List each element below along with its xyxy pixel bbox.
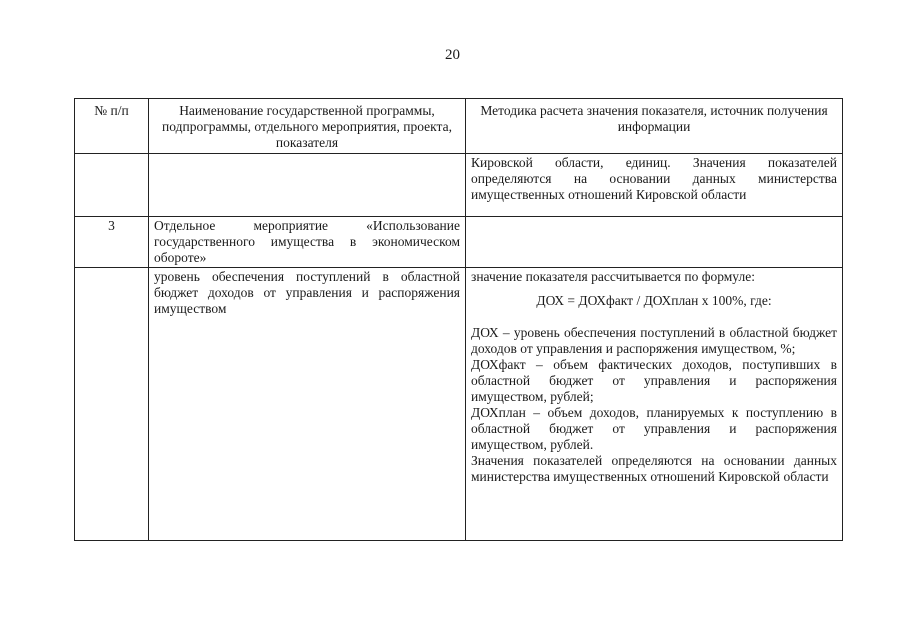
row-number-cell bbox=[75, 154, 149, 217]
indicator-table bbox=[74, 98, 843, 541]
table-row bbox=[75, 268, 843, 541]
row-number-cell bbox=[75, 268, 149, 541]
definition-dox-plan: ДОХплан – объем доходов, планируемых к поступлению в областной бюджет от управления и распоряжения имуществом, рублей. bbox=[471, 405, 837, 452]
data-source-note: Значения показателей определяются на основании данных министерства имущественных отношений Кировской области bbox=[471, 453, 837, 484]
row-number-cell: 3 bbox=[75, 217, 149, 268]
definition-dox: ДОХ – уровень обеспечения поступлений в областной бюджет доходов от управления и распоряжения имуществом, %; bbox=[471, 325, 837, 356]
table-row bbox=[75, 154, 843, 217]
header-method: Методика расчета значения показателя, источник получения информации bbox=[466, 99, 843, 154]
formula: ДОХ = ДОХфакт / ДОХплан х 100%, где: bbox=[536, 293, 772, 308]
row-name-cell: Отдельное мероприятие «Использование государственного имущества в экономическом обороте» bbox=[149, 217, 466, 268]
row-name-cell bbox=[149, 154, 466, 217]
page-number: 20 bbox=[445, 47, 460, 63]
row-method-cell bbox=[466, 217, 843, 268]
header-number: № п/п bbox=[75, 99, 149, 154]
row-method-cell bbox=[466, 268, 843, 541]
method-intro: значение показателя рассчитывается по формуле: bbox=[471, 269, 755, 284]
row-name-cell: уровень обеспечения поступлений в областной бюджет доходов от управления и распоряжения имуществом bbox=[149, 268, 466, 541]
definition-dox-fact: ДОХфакт – объем фактических доходов, поступивших в областной бюджет от управления и распоряжения имуществом, рублей; bbox=[471, 357, 837, 404]
table-row bbox=[75, 217, 843, 268]
table-header-row bbox=[75, 99, 843, 154]
row-method-cell: Кировской области, единиц. Значения показателей определяются на основании данных министерства имущественных отношений Кировской области bbox=[466, 154, 843, 217]
header-name: Наименование государственной программы, подпрограммы, отдельного мероприятия, проекта, показателя bbox=[149, 99, 466, 154]
